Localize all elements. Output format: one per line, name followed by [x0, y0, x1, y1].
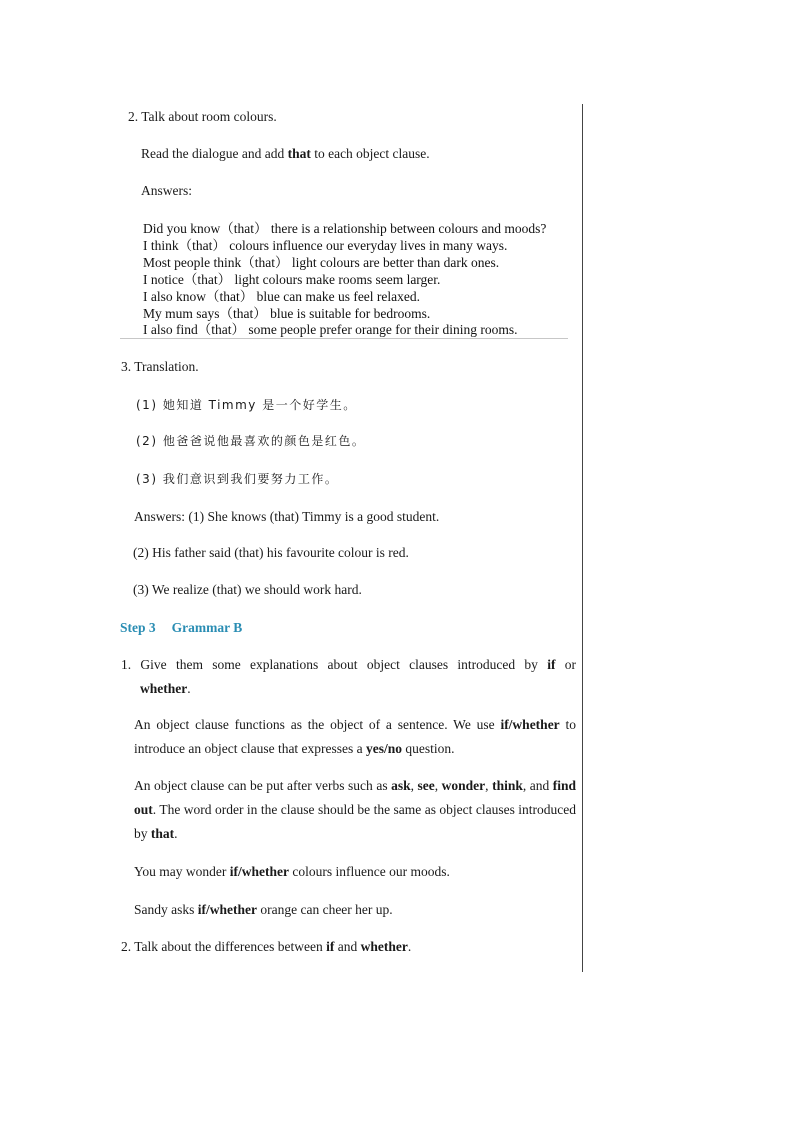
dialogue-line: My mum says（that） blue is suitable for bedrooms. [143, 306, 431, 321]
step-label: Step 3 [120, 620, 156, 635]
scan-underline [120, 338, 568, 339]
table-border-right [582, 104, 583, 972]
dialogue-line: I also find（that） some people prefer orange for their dining rooms. [143, 322, 518, 337]
step-title: Grammar B [171, 620, 243, 635]
example-sentence-2: Sandy asks if/whether orange can cheer her up. [134, 902, 393, 917]
translation-answer: (3) We realize (that) we should work hard. [133, 582, 362, 597]
translation-item: (2) 他爸爸说他最喜欢的颜色是红色。 [136, 434, 366, 448]
gb-item1-line2: whether. [140, 681, 191, 696]
step-heading [120, 619, 242, 637]
item3-title: 3. Translation. [121, 359, 199, 374]
item2-instruction: Read the dialogue and add that to each object clause. [141, 146, 430, 161]
translation-answer: (2) His father said (that) his favourite colour is red. [133, 545, 409, 560]
gb-item2: 2. Talk about the differences between if and whether. [121, 939, 412, 954]
translation-item: (3) 我们意识到我们要努力工作。 [136, 472, 339, 486]
dialogue-line: I notice（that） light colours make rooms seem larger. [143, 272, 441, 287]
answers-label: Answers: [141, 183, 192, 198]
gb-item1-line1: 1. Give them some explanations about object clauses introduced by if or [121, 657, 577, 672]
item2-title: 2. Talk about room colours. [128, 109, 277, 124]
translation-item: (1) 她知道 Timmy 是一个好学生。 [136, 398, 357, 412]
example-sentence-1: You may wonder if/whether colours influence our moods. [134, 864, 450, 879]
dialogue-line: Most people think（that） light colours are better than dark ones. [143, 255, 500, 270]
dialogue-line: I think（that） colours influence our everyday lives in many ways. [143, 238, 508, 253]
translation-answer: Answers: (1) She knows (that) Timmy is a good student. [134, 509, 440, 524]
explanation-paragraph-2: An object clause can be put after verbs such as ask, see, wonder, think, and find out. The word order in the clause should be the same as object clauses introduced by that. [134, 778, 577, 841]
dialogue-line: I also know（that） blue can make us feel relaxed. [143, 289, 421, 304]
explanation-paragraph-1: An object clause functions as the object of a sentence. We use if/whether to introduce an object clause that expresses a yes/no question. [134, 717, 576, 756]
dialogue-scan [120, 208, 568, 342]
dialogue-line: Did you know（that） there is a relationship between colours and moods? [143, 221, 547, 236]
